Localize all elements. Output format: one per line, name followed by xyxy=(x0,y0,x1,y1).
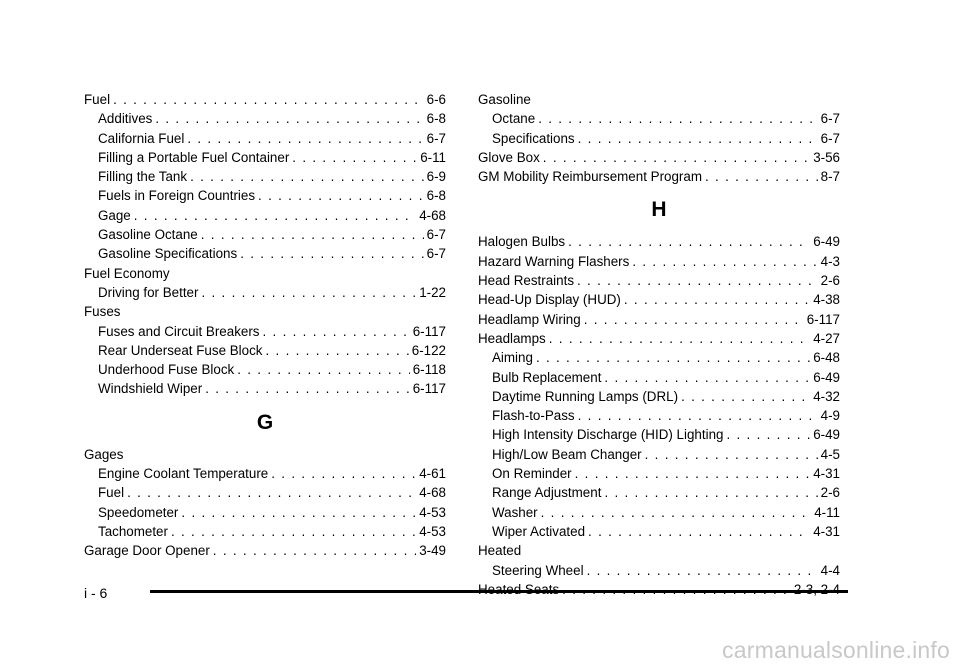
entry-label: Filling the Tank xyxy=(98,169,188,185)
entry-label: Flash-to-Pass xyxy=(492,408,575,424)
dot-leader xyxy=(171,522,416,541)
index-subentry xyxy=(478,464,840,483)
dot-leader xyxy=(549,329,810,348)
index-subentry xyxy=(84,206,446,225)
entry-label: Specifications xyxy=(492,130,575,146)
index-subentry xyxy=(478,483,840,502)
entry-label: Head-Up Display (HUD) xyxy=(478,292,621,308)
index-subentry xyxy=(84,483,446,502)
entry-label: Aiming xyxy=(492,350,533,366)
dot-leader xyxy=(201,283,416,302)
index-heading: Heated xyxy=(478,543,522,559)
index-heading: Fuses xyxy=(84,304,121,320)
entry-label: Fuses and Circuit Breakers xyxy=(98,323,260,339)
index-subentry xyxy=(478,387,840,406)
entry-label: On Reminder xyxy=(492,466,572,482)
entry-page-ref: 4-53 xyxy=(419,523,446,539)
index-subentry xyxy=(478,561,840,580)
entry-page-ref: 6-122 xyxy=(411,342,446,358)
index-entry xyxy=(84,90,446,109)
entry-label: Gage xyxy=(98,207,131,223)
entry-page-ref: 4-68 xyxy=(419,207,446,223)
dot-leader xyxy=(240,244,423,263)
entry-label: Rear Underseat Fuse Block xyxy=(98,342,263,358)
index-heading: Fuel Economy xyxy=(84,265,170,281)
page-number: i - 6 xyxy=(84,585,108,601)
entry-page-ref: 4-31 xyxy=(813,523,840,539)
entry-page-ref: 6-7 xyxy=(426,227,446,243)
index-subentry xyxy=(84,360,446,379)
index-entry xyxy=(84,541,446,560)
dot-leader xyxy=(632,252,817,271)
dot-leader xyxy=(113,90,424,109)
entry-label: Steering Wheel xyxy=(492,562,584,578)
index-subentry xyxy=(478,109,840,128)
entry-page-ref: 6-49 xyxy=(813,369,840,385)
dot-leader xyxy=(134,206,416,225)
dot-leader xyxy=(536,348,810,367)
entry-label: Wiper Activated xyxy=(492,523,586,539)
dot-leader xyxy=(588,522,810,541)
dot-leader xyxy=(543,148,810,167)
index-subentry xyxy=(478,368,840,387)
entry-label: Head Restraints xyxy=(478,273,575,289)
index-subentry xyxy=(478,406,840,425)
entry-label: GM Mobility Reimbursement Program xyxy=(478,169,702,185)
entry-page-ref: 6-8 xyxy=(426,111,446,127)
index-subentry xyxy=(84,148,446,167)
dot-leader xyxy=(578,129,818,148)
index-entry xyxy=(478,271,840,290)
dot-leader xyxy=(624,290,810,309)
dot-leader xyxy=(577,271,818,290)
entry-label: Garage Door Opener xyxy=(84,543,210,559)
dot-leader xyxy=(578,406,818,425)
entry-page-ref: 6-48 xyxy=(813,350,840,366)
index-entry xyxy=(478,148,840,167)
index-subentry xyxy=(84,341,446,360)
dot-leader xyxy=(190,167,424,186)
entry-label: Gasoline Octane xyxy=(98,227,198,243)
entry-page-ref: 6-9 xyxy=(426,169,446,185)
footer-rule xyxy=(150,590,848,593)
entry-page-ref: 8-7 xyxy=(820,169,840,185)
index-subentry xyxy=(478,425,840,444)
entry-label: High/Low Beam Changer xyxy=(492,446,642,462)
entry-label: Hazard Warning Flashers xyxy=(478,253,630,269)
entry-page-ref: 6-117 xyxy=(806,311,840,327)
dot-leader xyxy=(187,129,423,148)
entry-page-ref: 3-49 xyxy=(419,543,446,559)
entry-page-ref: 2-6 xyxy=(820,485,840,501)
entry-page-ref: 4-5 xyxy=(820,446,840,462)
entry-label: Washer xyxy=(492,504,538,520)
entry-label: High Intensity Discharge (HID) Lighting xyxy=(492,427,724,443)
index-heading: Gages xyxy=(84,446,124,462)
index-column-right xyxy=(478,90,840,599)
entry-label: Daytime Running Lamps (DRL) xyxy=(492,388,679,404)
dot-leader xyxy=(201,225,424,244)
dot-leader xyxy=(726,425,810,444)
entry-label: Headlamps xyxy=(478,330,546,346)
dot-leader xyxy=(127,483,416,502)
entry-label: Octane xyxy=(492,111,536,127)
entry-label: Fuel xyxy=(84,92,111,107)
entry-page-ref: 4-32 xyxy=(813,388,840,404)
index-heading: Gasoline xyxy=(478,92,531,107)
entry-page-ref: 4-53 xyxy=(419,504,446,520)
index-subentry xyxy=(478,522,840,541)
dot-leader xyxy=(155,109,423,128)
entry-page-ref: 6-117 xyxy=(412,323,446,339)
dot-leader xyxy=(205,379,410,398)
watermark: carmanualsonline.info xyxy=(722,637,950,663)
index-subentry xyxy=(84,225,446,244)
index-subentry xyxy=(84,109,446,128)
index-subentry xyxy=(84,129,446,148)
index-entry xyxy=(478,329,840,348)
dot-leader xyxy=(575,464,811,483)
dot-leader xyxy=(538,109,817,128)
index-subentry xyxy=(478,503,840,522)
entry-page-ref: 1-22 xyxy=(419,284,446,300)
entry-label: Bulb Replacement xyxy=(492,369,602,385)
entry-label: Fuel xyxy=(98,485,125,501)
entry-label: Underhood Fuse Block xyxy=(98,362,235,378)
index-entry xyxy=(478,167,840,186)
entry-label: Range Adjustment xyxy=(492,485,602,501)
dot-leader xyxy=(271,464,416,483)
entry-page-ref: 4-27 xyxy=(813,330,840,346)
entry-page-ref: 6-7 xyxy=(426,130,446,146)
entry-page-ref: 4-38 xyxy=(813,292,840,308)
index-entry xyxy=(478,290,840,309)
index-subentry xyxy=(84,522,446,541)
entry-label: Filling a Portable Fuel Container xyxy=(98,149,290,165)
index-subentry xyxy=(478,129,840,148)
entry-page-ref: 4-61 xyxy=(419,466,446,482)
entry-page-ref: 4-31 xyxy=(813,466,840,482)
section-letter: G xyxy=(256,410,274,434)
index-subentry xyxy=(84,322,446,341)
dot-leader xyxy=(705,167,818,186)
index-column-left xyxy=(84,90,446,561)
entry-page-ref: 4-9 xyxy=(820,408,840,424)
entry-page-ref: 6-8 xyxy=(426,188,446,204)
entry-page-ref: 6-117 xyxy=(412,381,446,397)
dot-leader xyxy=(181,503,416,522)
entry-page-ref: 4-68 xyxy=(419,485,446,501)
dot-leader xyxy=(258,186,424,205)
index-subentry xyxy=(84,283,446,302)
index-subentry xyxy=(84,186,446,205)
entry-label: California Fuel xyxy=(98,130,185,146)
dot-leader xyxy=(237,360,410,379)
entry-page-ref: 6-7 xyxy=(426,246,446,262)
entry-label: Tachometer xyxy=(98,523,168,539)
entry-page-ref: 6-6 xyxy=(426,92,446,107)
entry-label: Windshield Wiper xyxy=(98,381,203,397)
entry-page-ref: 6-49 xyxy=(813,427,840,443)
dot-leader xyxy=(681,387,810,406)
dot-leader xyxy=(604,483,817,502)
dot-leader xyxy=(263,322,410,341)
dot-leader xyxy=(584,310,804,329)
entry-page-ref: 6-7 xyxy=(820,130,840,146)
entry-label: Halogen Bulbs xyxy=(478,234,566,250)
index-entry xyxy=(478,252,840,271)
dot-leader xyxy=(645,445,818,464)
entry-label: Engine Coolant Temperature xyxy=(98,466,269,482)
entry-label: Glove Box xyxy=(478,149,540,165)
index-subentry xyxy=(84,379,446,398)
index-subentry xyxy=(478,348,840,367)
index-subentry xyxy=(84,503,446,522)
entry-page-ref: 4-3 xyxy=(820,253,840,269)
dot-leader xyxy=(587,561,818,580)
entry-page-ref: 6-11 xyxy=(420,149,446,165)
dot-leader xyxy=(213,541,416,560)
entry-page-ref: 6-49 xyxy=(813,234,840,250)
dot-leader xyxy=(541,503,812,522)
dot-leader xyxy=(604,368,810,387)
dot-leader xyxy=(265,341,408,360)
dot-leader xyxy=(568,232,810,251)
entry-label: Headlamp Wiring xyxy=(478,311,581,327)
index-subentry xyxy=(84,244,446,263)
entry-label: Fuels in Foreign Countries xyxy=(98,188,256,204)
index-entry xyxy=(478,310,840,329)
entry-page-ref: 4-11 xyxy=(814,504,840,520)
entry-page-ref: 3-56 xyxy=(813,149,840,165)
entry-label: Speedometer xyxy=(98,504,179,520)
entry-page-ref: 6-118 xyxy=(412,362,446,378)
dot-leader xyxy=(292,148,417,167)
index-subentry xyxy=(84,167,446,186)
section-letter: H xyxy=(651,198,667,222)
entry-page-ref: 6-7 xyxy=(820,111,840,127)
index-subentry xyxy=(84,464,446,483)
index-subentry xyxy=(478,445,840,464)
entry-page-ref: 2-6 xyxy=(820,273,840,289)
entry-page-ref: 4-4 xyxy=(820,562,840,578)
entry-label: Gasoline Specifications xyxy=(98,246,238,262)
entry-label: Additives xyxy=(98,111,153,127)
entry-label: Driving for Better xyxy=(98,284,199,300)
index-entry xyxy=(478,232,840,251)
